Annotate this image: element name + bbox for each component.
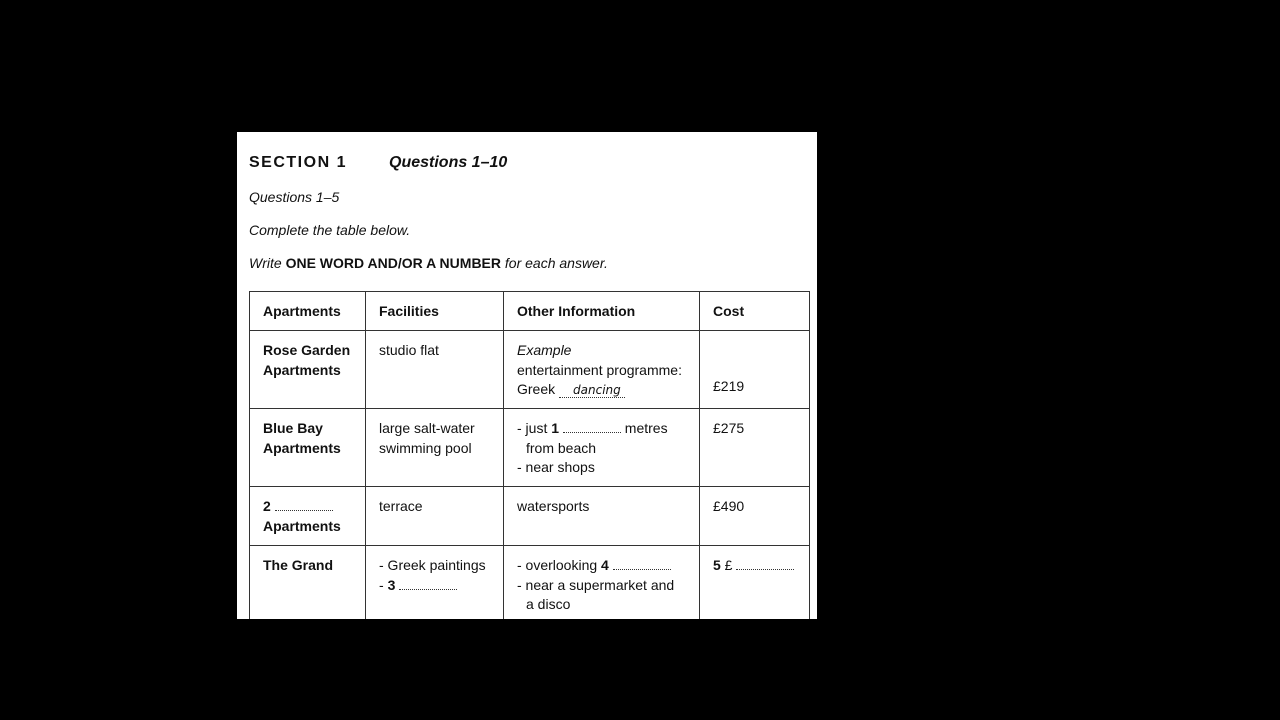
header-other-info: Other Information	[504, 292, 700, 331]
info-text: - just	[517, 420, 552, 436]
question-number: 4	[601, 557, 609, 573]
question-number: 5	[713, 557, 721, 573]
table-row	[250, 409, 810, 487]
answer-blank-5[interactable]	[736, 559, 794, 570]
answer-blank-1[interactable]	[563, 422, 621, 433]
header-facilities: Facilities	[366, 292, 504, 331]
info-text: - overlooking	[517, 557, 602, 573]
question-number: 3	[387, 576, 396, 593]
apartment-name	[250, 409, 366, 487]
info-text: Greek	[517, 381, 556, 397]
write-instruction	[249, 255, 608, 271]
name-line: Apartments	[263, 361, 341, 378]
name-line: Blue Bay	[263, 420, 323, 436]
worksheet-page	[237, 132, 817, 619]
info-cell: watersports	[504, 487, 700, 546]
questions-range: Questions 1–10	[389, 154, 508, 171]
cost-cell: £490	[700, 487, 810, 546]
write-pre: Write	[249, 255, 286, 271]
write-post: for each answer.	[501, 255, 608, 271]
fac-line: large salt-water	[379, 420, 475, 436]
example-answer: dancing	[559, 383, 625, 398]
table-row	[250, 487, 810, 546]
answer-blank-2[interactable]	[275, 500, 333, 511]
info-text: - near shops	[517, 459, 595, 475]
question-number: 2	[263, 498, 271, 514]
facilities-cell	[366, 409, 504, 487]
info-cell	[504, 546, 700, 620]
table-row	[250, 331, 810, 409]
apartment-name	[250, 331, 366, 409]
apartment-name: The Grand	[250, 546, 366, 620]
cost-cell	[700, 546, 810, 620]
currency: £	[720, 557, 737, 573]
table-header-row	[250, 292, 810, 331]
header-apartments: Apartments	[250, 292, 366, 331]
table-row	[250, 546, 810, 620]
facilities-cell: terrace	[366, 487, 504, 546]
cost-cell: £275	[700, 409, 810, 487]
question-number: 1	[551, 420, 560, 436]
facilities-cell: studio flat	[366, 331, 504, 409]
apartment-name	[250, 487, 366, 546]
subheading: Questions 1–5	[249, 189, 340, 205]
name-line: Apartments	[263, 517, 341, 534]
answer-blank-3[interactable]	[399, 579, 457, 590]
info-text: from beach	[526, 439, 597, 456]
facilities-cell	[366, 546, 504, 620]
info-text: - near a supermarket and	[517, 576, 675, 593]
example-label: Example	[517, 342, 572, 358]
header-cost: Cost	[700, 292, 810, 331]
section-label: SECTION 1	[249, 154, 347, 171]
info-cell	[504, 409, 700, 487]
info-text: metres	[620, 420, 668, 436]
name-line: Rose Garden	[263, 342, 351, 358]
name-line: Apartments	[263, 439, 341, 456]
info-text: entertainment programme:	[517, 361, 682, 378]
fac-line: swimming pool	[379, 439, 472, 456]
answer-blank-4[interactable]	[613, 559, 671, 570]
fac-line: -	[379, 576, 388, 593]
info-cell	[504, 331, 700, 409]
fac-line: - Greek paintings	[379, 557, 486, 573]
apartments-table	[249, 291, 810, 619]
cost-cell: £219	[700, 331, 810, 409]
instruction: Complete the table below.	[249, 222, 411, 238]
info-text: a disco	[526, 596, 571, 612]
write-bold: ONE WORD AND/OR A NUMBER	[285, 255, 501, 271]
